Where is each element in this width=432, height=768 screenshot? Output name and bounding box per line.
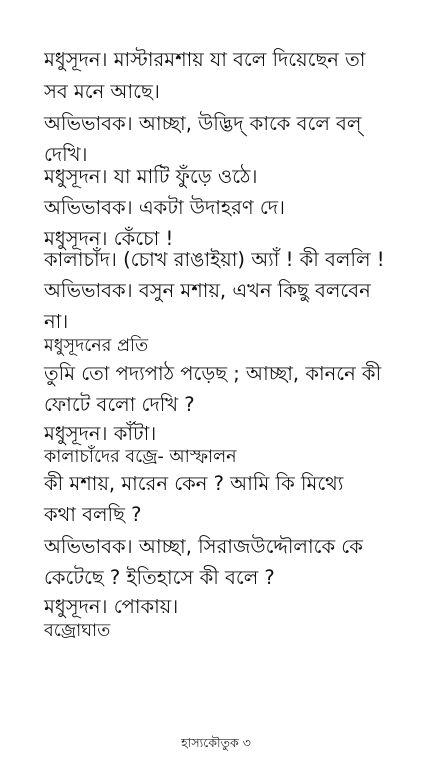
text-line: মধুসূদন। কেঁচো ! [44,227,174,250]
stage-direction: কালাচাঁদের বজ্রে- আস্ফালন [44,447,237,467]
text-line: ফোটে বলো দেখি ? [44,393,195,416]
text-line: মধুসূদন। পোকায়। [44,595,179,618]
text-line: মধুসূদন। মাস্টারমশায় যা বলে দিয়েছেন তা [44,48,366,71]
text-line: অভিভাবক। একটা উদাহরণ দে। [44,196,285,219]
text-line: মধুসূদন। কাঁটা। [44,422,157,445]
text-line: দেখি। [44,143,88,166]
text-line: অভিভাবক। আচ্ছা, সিরাজউদ্দৌলাকে কে [44,535,363,558]
text-line: না। [44,310,69,333]
text-line: অভিভাবক। আচ্ছা, উদ্ভিদ্ কাকে বলে বল্ [44,112,362,135]
text-line: কী মশায়, মারেন কেন ? আমি কি মিথ্যে [44,472,344,495]
page-footer: হাস্যকৌতুক ৩ [181,735,251,750]
stage-direction: বজ্রোঘাত [44,621,111,641]
text-line: কেটেছে ? ইতিহাসে কী বলে ? [44,566,275,589]
stage-direction: মধুসূদনের প্রতি [44,336,149,356]
text-line: সব মনে আছে। [44,80,160,103]
text-line: অভিভাবক। বসুন মশায়, এখন কিছু বলবেন [44,279,371,302]
text-line: কালাচাঁদ। (চোখ রাঙাইয়া) অ্যাঁ ! কী বললি ! [44,248,385,271]
text-line: কথা বলছি ? [44,503,142,526]
text-line: মধুসূদন। যা মাটি ফুঁড়ে ওঠে। [44,165,258,188]
text-line: তুমি তো পদ্যপাঠ পড়েছ ; আচ্ছা, কাননে কী [44,362,382,385]
